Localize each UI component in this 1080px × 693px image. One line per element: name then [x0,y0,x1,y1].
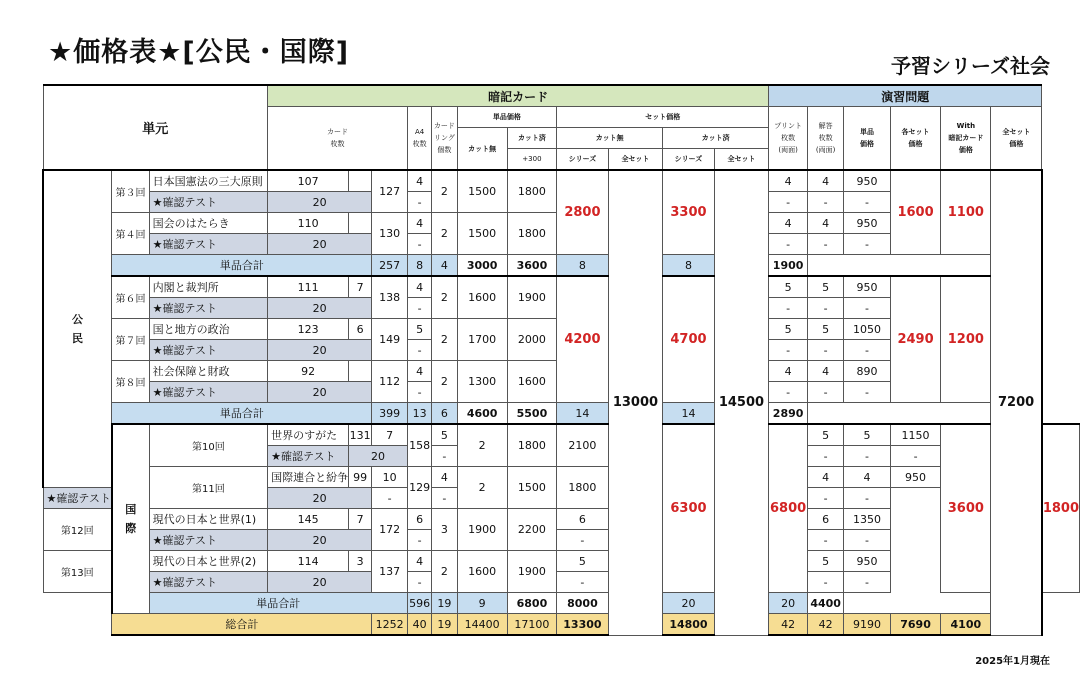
card-total: 130 [372,213,408,255]
card-count-extra [349,170,372,192]
confirm-test-label: ★確認テスト [149,572,268,593]
subtotal-kaito: 20 [769,593,808,614]
card-count-extra [349,361,372,382]
price-cut-no: 1500 [457,170,507,213]
subtotal-ring: 9 [457,593,507,614]
kaito-count: 5 [808,551,844,572]
subtotal-cards: 257 [372,255,408,277]
kaito-count: 5 [844,424,890,446]
kaito-count: - [808,298,844,319]
card-total: 137 [372,551,408,593]
price-cut-no: 1800 [507,424,557,467]
a4-count: 4 [407,213,431,234]
ensyu-price: 950 [844,170,890,192]
subtotal-cut-yes: 3600 [507,255,557,277]
print-header: プリント 枚数 (両面) [769,107,808,171]
confirm-test-label: ★確認テスト [149,234,268,255]
grand-set-cut-yes: 14800 [663,614,715,636]
card-total: 127 [372,170,408,213]
ensyu-price: 950 [844,213,890,234]
set-cut-no-price: 2800 [557,170,609,255]
print-count: 5 [808,424,844,446]
cut-no-header: カット無 [457,128,507,171]
kaito-count: - [808,340,844,361]
card-count-main: 114 [268,551,349,572]
price-cut-no: 1900 [457,509,507,551]
a4-count: 4 [407,276,431,298]
price-cut-yes: 2200 [507,509,557,551]
lesson-number: 第３回 [112,170,149,213]
confirm-test-label: ★確認テスト [268,446,349,467]
card-count-main: 107 [268,170,349,192]
price-table [42,84,1080,636]
print-count: - [769,382,808,403]
confirm-test-label: ★確認テスト [149,298,268,319]
set-price-header: セット価格 [557,107,769,128]
print-count: - [808,446,844,467]
kaito-count: 4 [844,467,890,488]
kaito-count: 4 [808,170,844,192]
price-cut-no: 1300 [457,361,507,403]
each-set-price: 3600 [941,424,991,593]
print-count: 6 [557,509,609,530]
lesson-number: 第10回 [149,424,268,467]
subtotal-ring: 4 [432,255,457,277]
price-cut-no: 1600 [457,551,507,593]
ensyu-price: 1350 [844,509,890,530]
price-table-body [43,85,1080,635]
unit-header: 単元 [43,85,268,170]
card-total: 129 [407,467,431,509]
kaito-count: - [808,192,844,213]
confirm-test-cards: 20 [268,488,372,509]
subtotal-ring: 6 [432,403,457,425]
confirm-test-cards: 20 [268,572,372,593]
card-count-extra: 7 [349,276,372,298]
a4-count: 6 [407,509,431,530]
confirm-test-label: ★確認テスト [149,192,268,213]
subtotal-cards: 596 [407,593,431,614]
ensyu-price: 950 [890,467,941,488]
series-name: 予習シリーズ社会 [891,54,1050,78]
ring-count: 2 [432,276,457,319]
kaito-count: 6 [808,509,844,530]
lesson-title: 世界のすがた [268,424,349,446]
grand-ring: 19 [432,614,457,636]
print-count: - [769,192,808,213]
lesson-title: 国と地方の政治 [149,319,268,340]
confirm-test-cards: 20 [268,340,372,361]
card-total: 138 [372,276,408,319]
print-count: - [769,298,808,319]
subtotal-cards: 399 [372,403,408,425]
subtotal-print: 20 [663,593,715,614]
price-cut-yes: 1900 [507,551,557,593]
a4-count: 4 [407,551,431,572]
lesson-title: 国会のはたらき [149,213,268,234]
section-label-komin: 公 民 [43,170,112,488]
subtotal-cut-no: 4600 [457,403,507,425]
lesson-number: 第７回 [112,319,149,361]
lesson-title: 現代の日本と世界(2) [149,551,268,572]
subtotal-label: 単品合計 [112,403,372,425]
subtotal-kaito: 8 [663,255,715,277]
card-count-main: 99 [349,467,372,488]
ring-count: 2 [432,551,457,593]
card-count-main: 111 [268,276,349,298]
card-count-extra: 6 [349,319,372,340]
price-cut-yes: 2100 [557,424,609,467]
a4-count: - [407,530,431,551]
ring-count: 2 [432,319,457,361]
price-cut-no: 1500 [507,467,557,509]
grand-ensyu: 9190 [844,614,890,636]
each-set-header: 各セット 価格 [890,107,941,171]
price-cut-yes: 1800 [507,170,557,213]
print-count: 5 [769,276,808,298]
card-count-extra: 7 [349,509,372,530]
card-count-header: カード 枚数 [268,107,408,171]
price-cut-yes: 1800 [507,213,557,255]
print-count: 5 [557,551,609,572]
card-count-main: 123 [268,319,349,340]
set-cut-yes-price: 4700 [663,276,715,403]
confirm-test-cards: 20 [268,298,372,319]
card-count-extra: 3 [349,551,372,572]
a4-count: 4 [407,361,431,382]
confirm-test-label: ★確認テスト [43,488,112,509]
ring-count: 2 [432,213,457,255]
section-label-kokusai: 国 際 [112,424,149,614]
lesson-title: 国際連合と紛争 [268,467,349,488]
tanpin-header: 単品価格 [457,107,557,128]
card-count-main: 145 [268,509,349,530]
subtotal-label: 単品合計 [149,593,407,614]
card-total: 112 [372,361,408,403]
page-title: ★価格表★[公民・国際] [48,37,350,68]
grand-kaito: 42 [808,614,844,636]
card-count-main: 110 [268,213,349,234]
set-cut-no-price: 6300 [663,424,715,593]
subtotal-a4: 19 [432,593,457,614]
price-cut-yes: 1600 [507,361,557,403]
kaito-count: 5 [808,319,844,340]
kaito-header: 解答 枚数 (両面) [808,107,844,171]
print-count: 5 [769,319,808,340]
ensyu-price: - [844,488,890,509]
ensyu-price: - [844,298,890,319]
price-cut-no: 1700 [457,319,507,361]
ring-count: 3 [432,509,457,551]
subtotal-ensyu: 1900 [769,255,808,277]
each-set-price: 2490 [890,276,941,403]
ring-count: 2 [457,467,507,509]
kaito-count: - [808,572,844,593]
a4-count: - [432,446,457,467]
kaito-count: 5 [808,276,844,298]
a4-count: - [407,340,431,361]
with-anki-price: 1100 [941,170,991,255]
series-no-header: シリーズ [557,149,609,171]
lesson-number: 第13回 [43,551,112,593]
kaito-count: - [808,530,844,551]
allset-yes-header: 全セット [714,149,769,171]
a4-count: - [407,234,431,255]
confirm-test-cards: 20 [268,382,372,403]
grand-set-cut-no: 13300 [557,614,609,636]
card-total: 158 [407,424,431,467]
all-set-cut-no-price: 13000 [608,170,663,635]
subtotal-label: 単品合計 [112,255,372,277]
ensyu-price: - [844,234,890,255]
lesson-title: 現代の日本と世界(1) [149,509,268,530]
confirm-test-label: ★確認テスト [149,530,268,551]
ensyu-price: - [844,382,890,403]
price-cut-yes: 1900 [507,276,557,319]
subtotal-cut-no: 3000 [457,255,507,277]
grand-each-set: 7690 [890,614,941,636]
ring-header: カード リング 個数 [432,107,457,171]
kaito-count: 4 [808,361,844,382]
subtotal-ensyu: 2890 [769,403,808,425]
ensyu-price: 950 [844,276,890,298]
price-cut-yes: 1800 [557,467,609,509]
series-yes-header: シリーズ [663,149,715,171]
kaito-count: - [808,382,844,403]
kaito-count: - [808,488,844,509]
grand-label: 総合計 [112,614,372,636]
print-count: - [557,530,609,551]
ring-count: 2 [432,170,457,213]
card-total: 172 [372,509,408,551]
confirm-test-cards: 20 [268,192,372,213]
subtotal-cut-yes: 5500 [507,403,557,425]
ensyu-price: - [890,446,941,467]
set-cut-yes-header: カット済 [663,128,769,149]
confirm-test-cards: 20 [349,446,408,467]
set-cut-no-header: カット無 [557,128,663,149]
print-count: 4 [808,467,844,488]
a4-header: A4 枚数 [407,107,431,171]
grand-with-anki: 4100 [941,614,991,636]
price-cut-no: 1600 [457,276,507,319]
kaito-count: - [808,234,844,255]
print-count: 4 [769,361,808,382]
a4-count: 5 [407,319,431,340]
price-cut-no: 1500 [457,213,507,255]
grand-cards: 1252 [372,614,408,636]
a4-count: - [407,298,431,319]
lesson-number: 第11回 [149,467,268,509]
set-cut-yes-price: 6800 [769,424,808,593]
ensyu-price: 1150 [890,424,941,446]
kaito-count: 4 [808,213,844,234]
grand-cut-no: 14400 [457,614,507,636]
lesson-number: 第８回 [112,361,149,403]
card-count-extra: 10 [372,467,408,488]
print-count: - [769,340,808,361]
card-count-extra [349,213,372,234]
card-count-main: 131 [349,424,372,446]
lesson-number: 第４回 [112,213,149,255]
subtotal-print: 14 [557,403,609,425]
print-count: 4 [769,213,808,234]
confirm-test-cards: 20 [268,530,372,551]
subtotal-a4: 8 [407,255,431,277]
ensyu-price: - [844,530,890,551]
a4-count: 4 [432,467,457,488]
print-count: - [557,572,609,593]
confirm-test-cards: 20 [268,234,372,255]
allset-no-header: 全セット [608,149,663,171]
price-table-wrapper [42,84,1080,636]
confirm-test-label: ★確認テスト [149,340,268,361]
lesson-number: 第６回 [112,276,149,319]
subtotal-a4: 13 [407,403,431,425]
all-set-ensyu-price: 7200 [991,170,1042,635]
with-anki-header: With 暗記カード 価格 [941,107,991,171]
print-count: - [432,488,457,509]
grand-a4: 40 [407,614,431,636]
ensyu-price: 950 [844,551,890,572]
ring-count: 2 [457,424,507,467]
with-anki-price: 1200 [941,276,991,403]
plus300-header: +300 [507,149,557,171]
ensyu-price: 890 [844,361,890,382]
lesson-title: 日本国憲法の三大原則 [149,170,268,192]
a4-count: - [372,488,408,509]
ensyu-price: 1050 [844,319,890,340]
set-cut-no-price: 4200 [557,276,609,403]
grand-print: 42 [769,614,808,636]
confirm-test-label: ★確認テスト [149,382,268,403]
ensyu-header: 演習問題 [769,85,1042,107]
card-count-extra: 7 [372,424,408,446]
grand-cut-yes: 17100 [507,614,557,636]
print-count: 4 [769,170,808,192]
a4-count: 4 [407,170,431,192]
cut-yes-header: カット済 [507,128,557,149]
a4-count: - [407,572,431,593]
a4-count: 5 [432,424,457,446]
set-cut-yes-price: 3300 [663,170,715,255]
ring-count: 2 [432,361,457,403]
as-of-date: 2025年1月現在 [975,656,1050,667]
ensyu-price: - [844,192,890,213]
ensyu-price: - [844,572,890,593]
card-total: 149 [372,319,408,361]
all-set-header: 全セット 価格 [991,107,1042,171]
a4-count: - [407,382,431,403]
ex-tanpin-header: 単品 価格 [844,107,890,171]
ensyu-price: - [844,340,890,361]
subtotal-ensyu: 4400 [808,593,844,614]
kaito-count: - [844,446,890,467]
price-cut-yes: 2000 [507,319,557,361]
subtotal-cut-no: 6800 [507,593,557,614]
lesson-title: 社会保障と財政 [149,361,268,382]
subtotal-kaito: 14 [663,403,715,425]
anki-card-header: 暗記カード [268,85,769,107]
each-set-price: 1600 [890,170,941,255]
subtotal-cut-yes: 8000 [557,593,609,614]
subtotal-print: 8 [557,255,609,277]
lesson-number: 第12回 [43,509,112,551]
print-count: - [769,234,808,255]
a4-count: - [407,192,431,213]
all-set-cut-yes-price: 14500 [714,170,769,635]
card-count-main: 92 [268,361,349,382]
lesson-title: 内閣と裁判所 [149,276,268,298]
with-anki-price: 1800 [1042,424,1080,593]
